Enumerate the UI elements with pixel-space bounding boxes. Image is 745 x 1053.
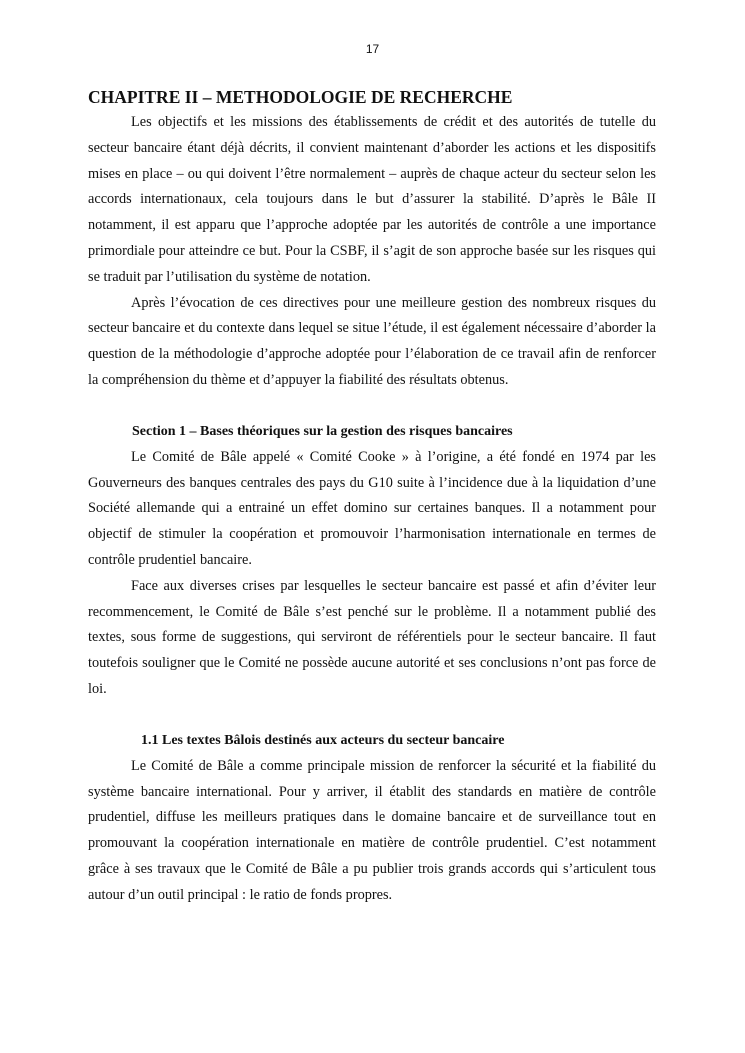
subsection-title: 1.1 Les textes Bâlois destinés aux acteurs du secteur bancaire — [141, 732, 505, 748]
chapter-title: CHAPITRE II – METHODOLOGIE DE RECHERCHE — [88, 87, 513, 107]
page-number: 17 — [365, 42, 380, 56]
document-body — [88, 84, 656, 909]
section-paragraph: Face aux diverses crises par lesquelles le secteur bancaire est passé et afin d’éviter leur recommencement, le Comité de Bâle s’est penché sur le problème. Il a notamment publié des textes, sous forme de suggestions, qui serviront de référentiels pour le secteur bancaire. Il faut toutefois souligner que le Comité ne possède aucune autorité et ses conclusions n’ont pas force de loi. — [88, 577, 656, 697]
spacer — [88, 394, 656, 419]
intro-paragraph: Après l’évocation de ces directives pour une meilleure gestion des nombreux risques du secteur bancaire et du contexte dans lequel se situe l’étude, il est également nécessaire d’aborder la question de la méthodologie d’approche adoptée pour l’élaboration de ce travail afin de renforcer la compréhension du thème et d’appuyer la fiabilité des résultats obtenus. — [88, 294, 656, 388]
subsection-paragraph: Le Comité de Bâle a comme principale mission de renforcer la sécurité et la fiabilité du système bancaire international. Pour y arriver, il établit des standards en matière de contrôle prudentiel, diffuse les meilleurs pratiques dans le domaine bancaire et de surveillance tout en promouvant la coopération internationale en matière de contrôle prudentiel. C’est notamment grâce à ses travaux que le Comité de Bâle a pu publier trois grands accords qui s’articulent tous autour d’un outil principal : le ratio de fonds propres. — [88, 757, 656, 903]
intro-paragraph: Les objectifs et les missions des établissements de crédit et des autorités de tutelle du secteur bancaire étant déjà décrits, il convient maintenant d’aborder les actions et les dispositifs mises en place – ou qui doivent l’être normalement – auprès de chaque acteur du secteur selon les accords internationaux, cela toujours dans le but d’assurer la stabilité. D’après le Bâle II notamment, il est apparu que l’approche adoptée par les autorités de contrôle a une importance primordiale pour atteindre ce but. Pour la CSBF, il s’agit de son approche basée sur les risques qui se traduit par l’utilisation du système de notation. — [88, 114, 656, 285]
section-title: Section 1 – Bases théoriques sur la gestion des risques bancaires — [132, 423, 513, 439]
section-paragraph: Le Comité de Bâle appelé « Comité Cooke » à l’origine, a été fondé en 1974 par les Gouverneurs des banques centrales des pays du G10 suite à l’incidence due à la liquidation d’une Société allemande qui a entrainé un effet domino sur certaines banques. Il a notamment pour objectif de stimuler la coopération et promouvoir l’harmonisation internationale en termes de contrôle prudentiel bancaire. — [88, 448, 656, 568]
spacer — [88, 703, 656, 728]
